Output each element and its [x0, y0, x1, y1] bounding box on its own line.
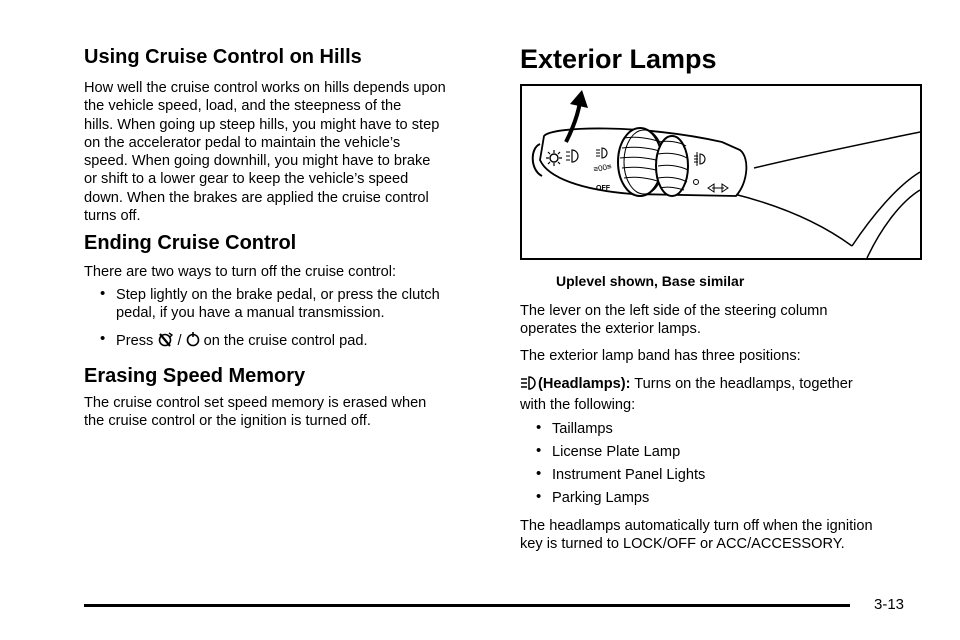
bullet-dot: • — [100, 285, 106, 302]
cruise-on-off-icon — [157, 331, 173, 353]
auto-off-paragraph: The headlamps automatically turn off when the ignition key is turned to LOCK/OFF or ACC/ACCESSORY. — [520, 518, 873, 553]
footer-rule — [84, 604, 850, 607]
section-heading-ending: Ending Cruise Control — [84, 232, 297, 254]
lamp-lever-illustration — [520, 84, 922, 260]
headlamps-paragraph: (Headlamps): Turns on the headlamps, together with the following: — [520, 376, 853, 414]
lamp-lever-drawing — [522, 86, 920, 258]
list-item: • Instrument Panel Lights — [536, 465, 706, 483]
bullet-dot: • — [536, 488, 542, 505]
list-item: • License Plate Lamp — [536, 442, 681, 460]
band-intro: The exterior lamp band has three positions: — [520, 348, 801, 364]
list-item: • Press / on the cruise control pad. — [84, 331, 368, 353]
bullet-dot: • — [536, 419, 542, 436]
ending-intro: There are two ways to turn off the cruise control: — [84, 264, 397, 280]
section-heading-erasing: Erasing Speed Memory — [84, 365, 306, 387]
page-number: 3-13 — [874, 596, 905, 613]
bullet-dot: • — [100, 330, 106, 347]
headlamp-icon — [520, 375, 538, 396]
cruise-off-icon — [186, 331, 200, 353]
svg-text:≡00≡: ≡00≡ — [592, 161, 613, 174]
lever-paragraph: The lever on the left side of the steering column operates the exterior lamps. — [520, 303, 828, 338]
hills-paragraph: How well the cruise control works on hills depends upon the vehicle speed, load, and the steepness of the hills. When going up steep hills, you might have to step on the accelerator pedal to maintain the vehicle’s speed. When going downhill, you might have to brake or shift to a lower gear to keep the vehicle’s speed down. When the brakes are applied the cruise control turns off. — [84, 80, 446, 225]
bullet-dot: • — [536, 442, 542, 459]
off-label: OFF — [596, 185, 610, 192]
erasing-paragraph: The cruise control set speed memory is erased when the cruise control or the ignition is turned off. — [84, 395, 427, 430]
list-item: • Step lightly on the brake pedal, or press the clutch pedal, if you have a manual transmission. — [100, 285, 440, 322]
list-item: • Parking Lamps — [536, 488, 650, 506]
figure-caption: Uplevel shown, Base similar — [556, 273, 745, 289]
section-heading-hills: Using Cruise Control on Hills — [84, 46, 362, 68]
page-section-title: Exterior Lamps — [520, 44, 717, 74]
list-item: • Taillamps — [536, 419, 613, 437]
bullet-dot: • — [536, 465, 542, 482]
